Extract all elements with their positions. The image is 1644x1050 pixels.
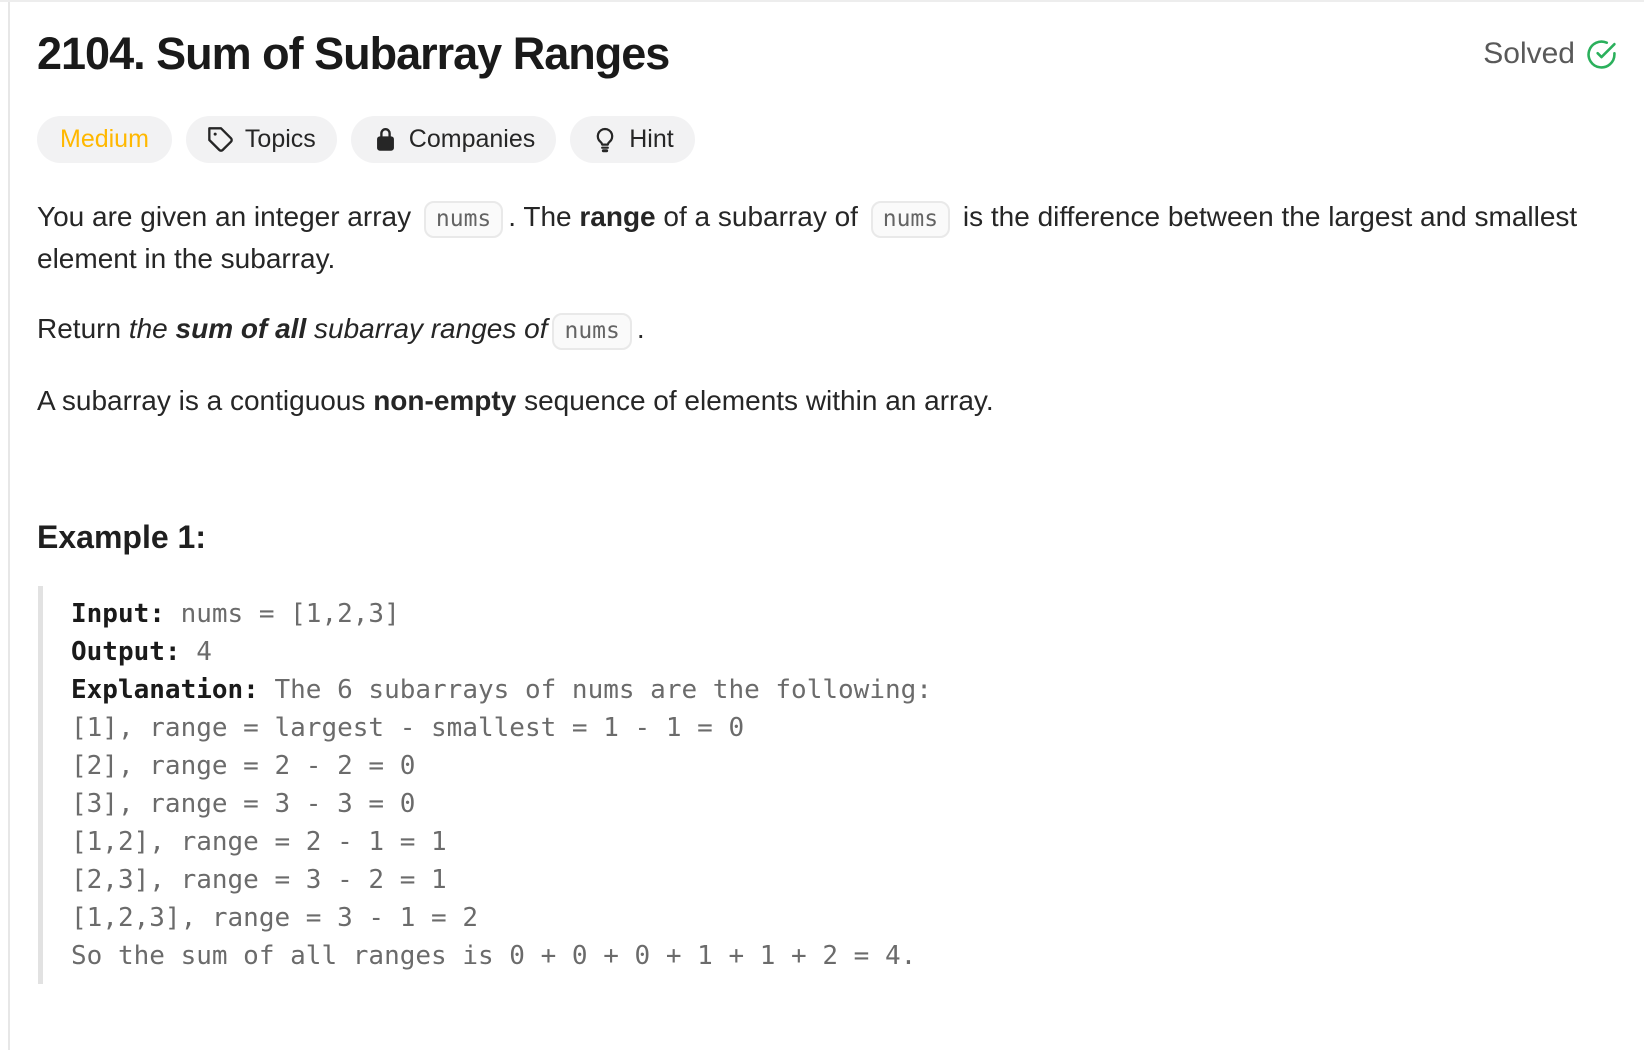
text-segment: of a subarray of — [655, 201, 866, 232]
text-segment: sum of all — [175, 313, 307, 344]
example-code-line — [71, 709, 1617, 747]
tag-icon — [207, 126, 235, 154]
text-segment: Explanation: — [71, 675, 259, 705]
inline-code: nums — [424, 201, 503, 238]
text-segment: non-empty — [373, 385, 517, 416]
check-circle-icon — [1586, 39, 1617, 70]
problem-title: 2104. Sum of Subarray Ranges — [37, 28, 670, 79]
lock-icon — [372, 126, 399, 153]
text-segment: . — [636, 313, 645, 344]
description-paragraph — [37, 197, 1617, 279]
example-code-line — [71, 747, 1617, 785]
text-segment: is the difference between the largest and smallest element in the subarray. — [37, 201, 1578, 274]
inline-code: nums — [871, 201, 950, 238]
text-segment: [1,2], range = 2 - 1 = 1 — [71, 827, 447, 857]
text-segment: 4 — [180, 637, 212, 667]
problem-statement — [37, 197, 1617, 421]
panel-content — [37, 2, 1617, 984]
text-segment: subarray ranges of — [306, 313, 548, 344]
text-segment: [1], range = largest - smallest = 1 - 1 = 0 — [71, 713, 745, 743]
text-segment: range — [579, 201, 656, 232]
example-code-line — [71, 633, 1617, 671]
description-paragraph — [37, 381, 1617, 421]
companies-label: Companies — [408, 125, 536, 153]
solved-label: Solved — [1483, 37, 1575, 70]
tag-pills-row — [37, 116, 1617, 163]
text-segment: [1,2,3], range = 3 - 1 = 2 — [71, 903, 478, 933]
example-heading: Example 1: — [37, 519, 206, 555]
hint-button[interactable] — [570, 116, 694, 163]
text-segment: A subarray is a contiguous — [37, 385, 374, 416]
topics-label: Topics — [244, 125, 316, 153]
lightbulb-icon — [591, 126, 619, 154]
text-segment: Return — [37, 313, 129, 344]
description-paragraph — [37, 309, 1617, 351]
example-code-line — [71, 785, 1617, 823]
text-segment: [2,3], range = 3 - 2 = 1 — [71, 865, 447, 895]
text-segment: Output: — [71, 637, 181, 667]
text-segment: Input: — [71, 599, 165, 629]
text-segment: [3], range = 3 - 3 = 0 — [71, 789, 416, 819]
text-segment: sequence of elements within an array. — [516, 385, 994, 416]
topics-button[interactable] — [186, 116, 337, 163]
example-code-line — [71, 671, 1617, 709]
text-segment: . The — [508, 201, 580, 232]
example-code-line — [71, 823, 1617, 861]
text-segment: You are given an integer array — [37, 201, 419, 232]
inline-code: nums — [552, 313, 631, 350]
text-segment: the — [128, 313, 176, 344]
text-segment: The 6 subarrays of nums are the following: — [258, 675, 932, 705]
example-block — [38, 586, 1617, 984]
text-segment: [2], range = 2 - 2 = 0 — [71, 751, 416, 781]
solved-status — [1483, 37, 1617, 71]
text-segment: So the sum of all ranges is 0 + 0 + 0 + 1 + 1 + 2 = 4. — [71, 941, 917, 971]
companies-button[interactable] — [351, 116, 556, 163]
hint-label: Hint — [629, 125, 674, 153]
example-code-line — [71, 937, 1617, 975]
example-code-line — [71, 861, 1617, 899]
difficulty-badge[interactable]: Medium — [37, 116, 172, 163]
problem-header — [37, 28, 1617, 80]
example-code-line — [71, 595, 1617, 633]
text-segment: nums = [1,2,3] — [164, 599, 400, 629]
panel-divider — [8, 2, 10, 1050]
example-code-line — [71, 899, 1617, 937]
